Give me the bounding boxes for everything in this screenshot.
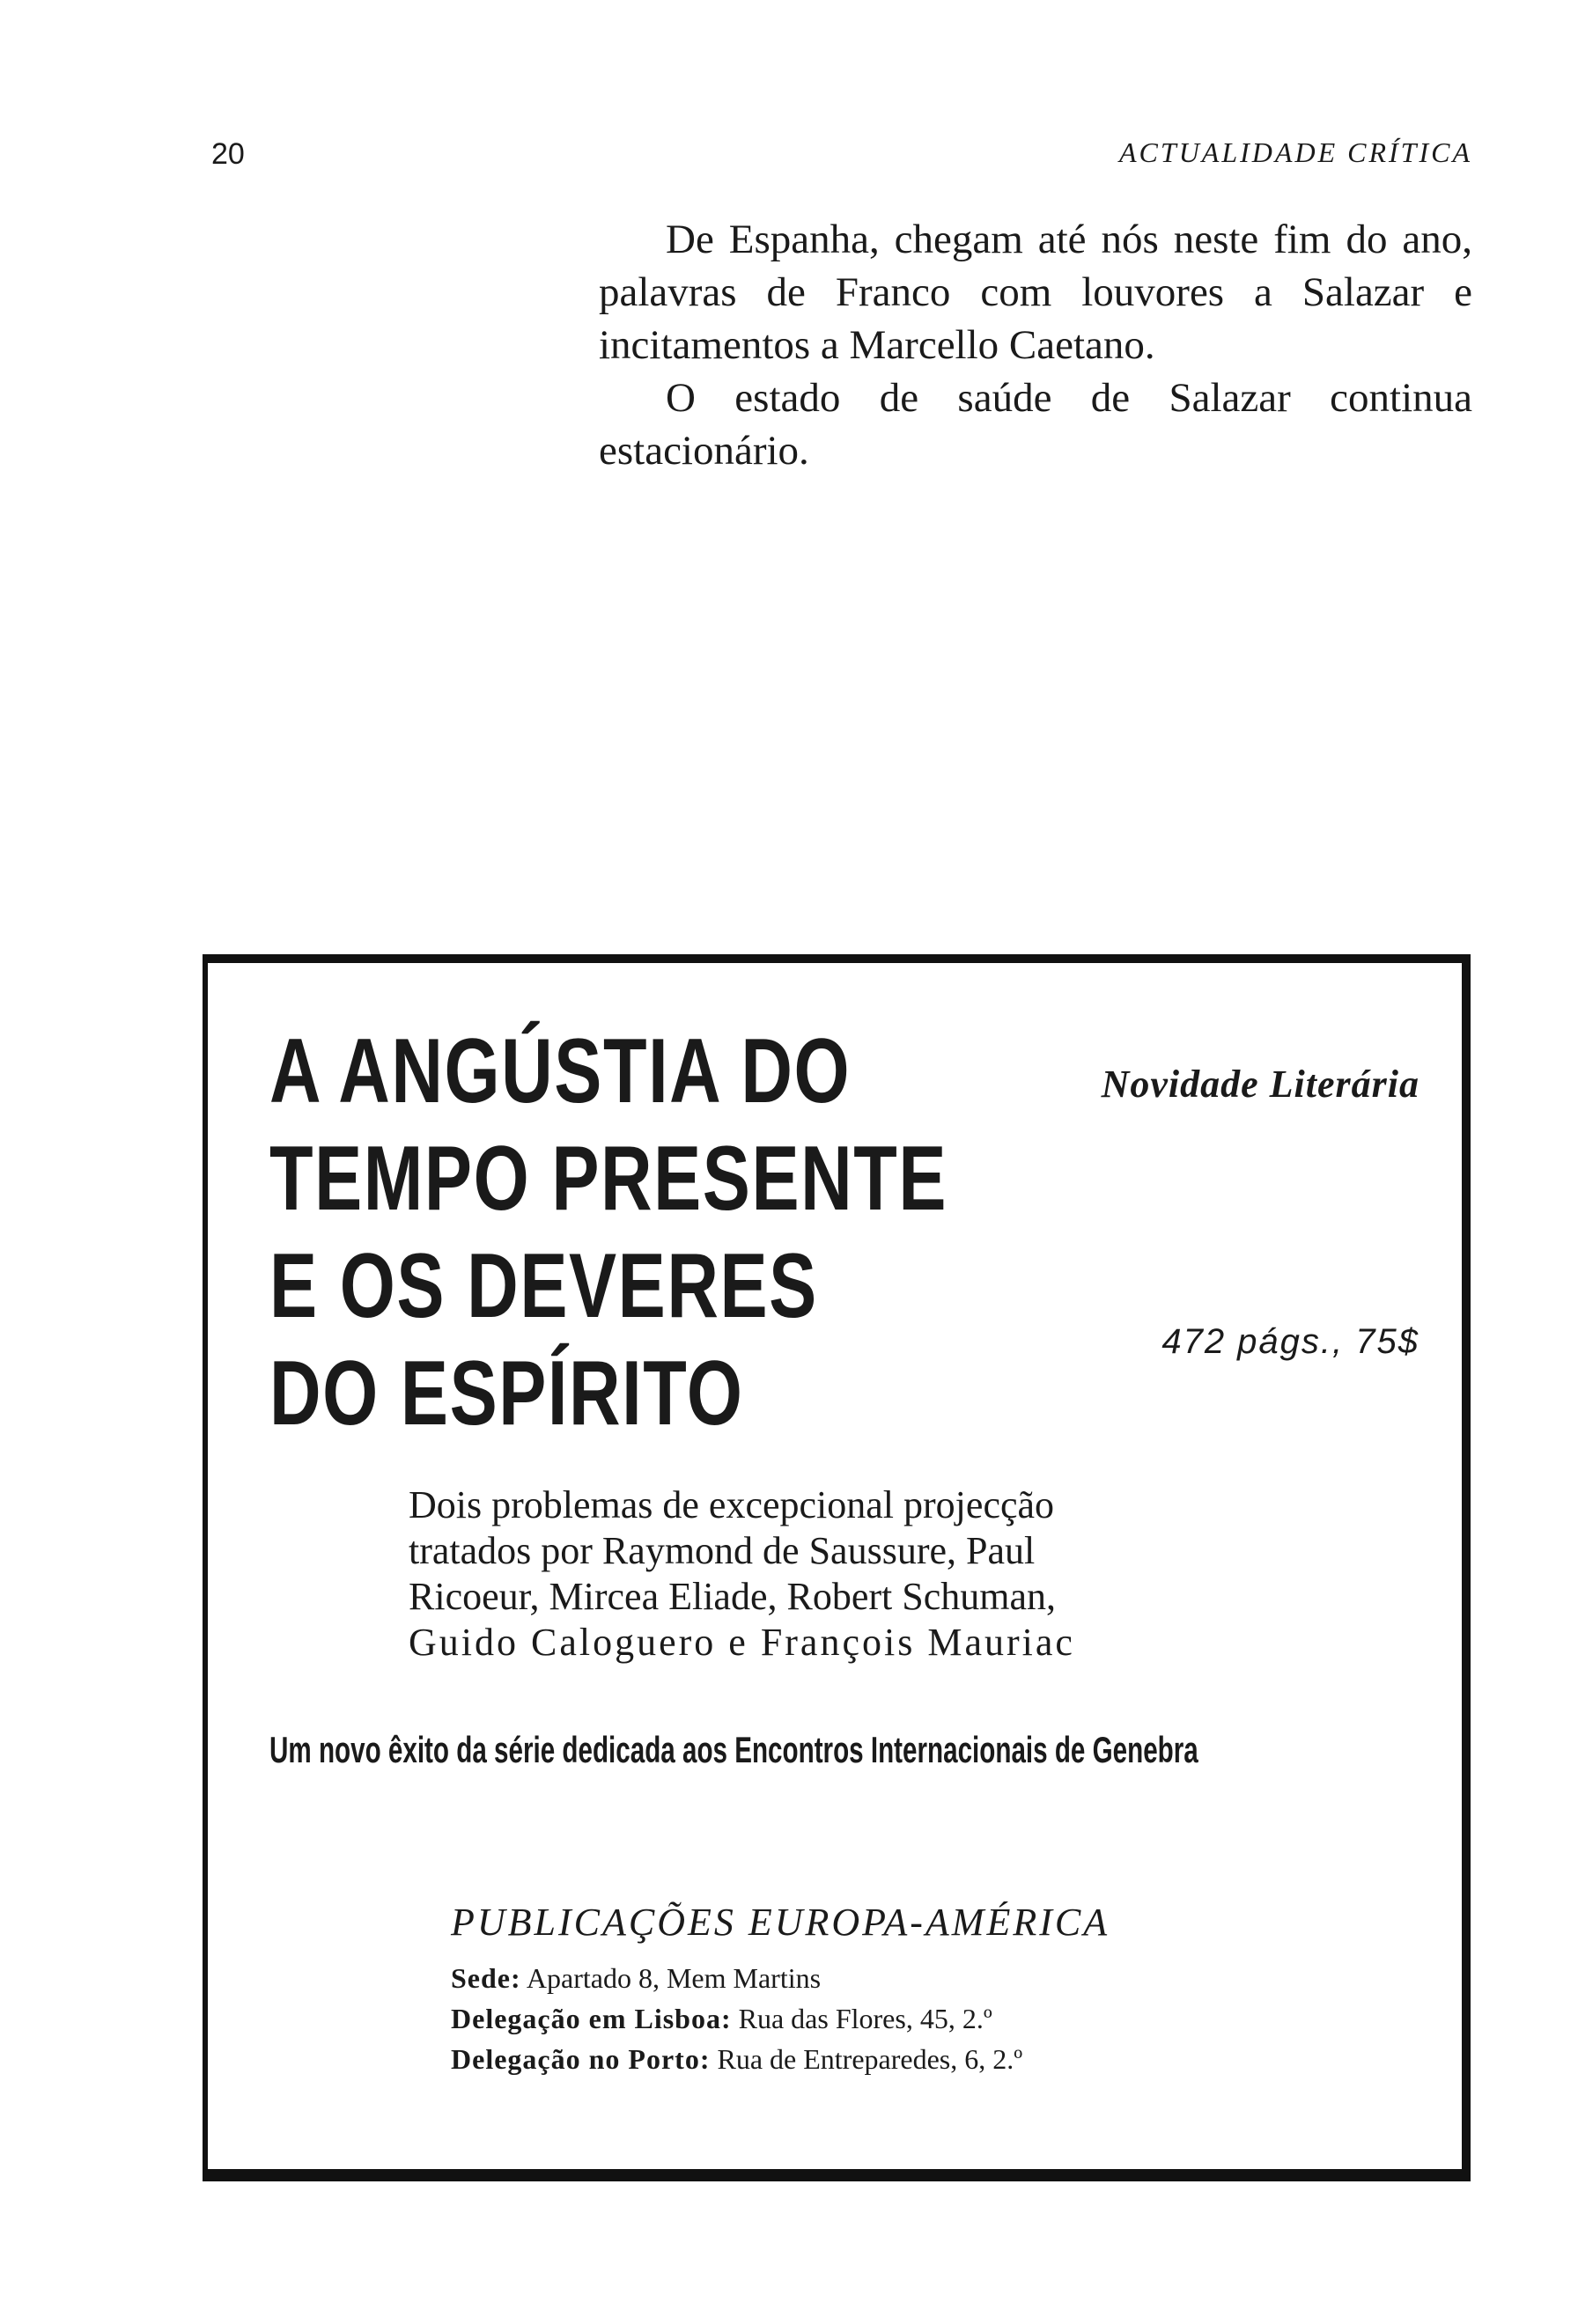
ad-publisher: PUBLICAÇÕES EUROPA-AMÉRICA <box>451 1901 1110 1944</box>
ad-description-line: Dois problemas de excepcional projecção <box>409 1483 1055 1526</box>
ad-title-line: A ANGÚSTIA DO <box>269 1020 852 1122</box>
address-line <box>451 1998 1022 2039</box>
ad-bottom-rule <box>203 2178 1471 2181</box>
ad-title-line: TEMPO PRESENTE <box>269 1128 948 1230</box>
address-value: Apartado 8, Mem Martins <box>526 1962 822 1994</box>
ad-price: 472 págs., 75$ <box>1161 1322 1419 1361</box>
ad-description-line: Guido Caloguero e François Mauriac <box>409 1621 1075 1664</box>
advertisement-box <box>203 954 1471 2178</box>
ad-book-title <box>269 1018 948 1447</box>
ad-description-line: Ricoeur, Mircea Eliade, Robert Schuman, <box>409 1575 1057 1618</box>
ad-description-line: tratados por Raymond de Saussure, Paul <box>409 1529 1036 1572</box>
address-label: Sede: <box>451 1962 521 1994</box>
paragraph: O estado de saúde de Salazar continua estacionário. <box>599 375 1472 474</box>
address-label: Delegação em Lisboa: <box>451 2003 732 2034</box>
address-line <box>451 1958 1022 1998</box>
address-label: Delegação no Porto: <box>451 2043 711 2075</box>
paragraph: De Espanha, chegam até nós neste fim do ano, palavras de Franco com louvores a Salazar e incitamentos a Marcello Caetano. <box>599 217 1472 368</box>
body-text <box>599 213 1472 477</box>
address-value: Rua das Flores, 45, 2.º <box>738 2003 992 2034</box>
page-number: 20 <box>211 137 245 171</box>
address-value: Rua de Entreparedes, 6, 2.º <box>717 2043 1023 2075</box>
ad-description <box>409 1482 1272 1666</box>
ad-title-line: E OS DEVERES <box>269 1235 818 1337</box>
running-head: ACTUALIDADE CRÍTICA <box>1119 136 1472 168</box>
address-line <box>451 2039 1022 2079</box>
ad-series-line: Um novo êxito da série dedicada aos Encontros Internacionais de Genebra <box>269 1729 1198 1770</box>
ad-kicker: Novidade Literária <box>1101 1063 1419 1106</box>
ad-title-line: DO ESPÍRITO <box>269 1342 744 1445</box>
ad-addresses <box>451 1958 1022 2079</box>
